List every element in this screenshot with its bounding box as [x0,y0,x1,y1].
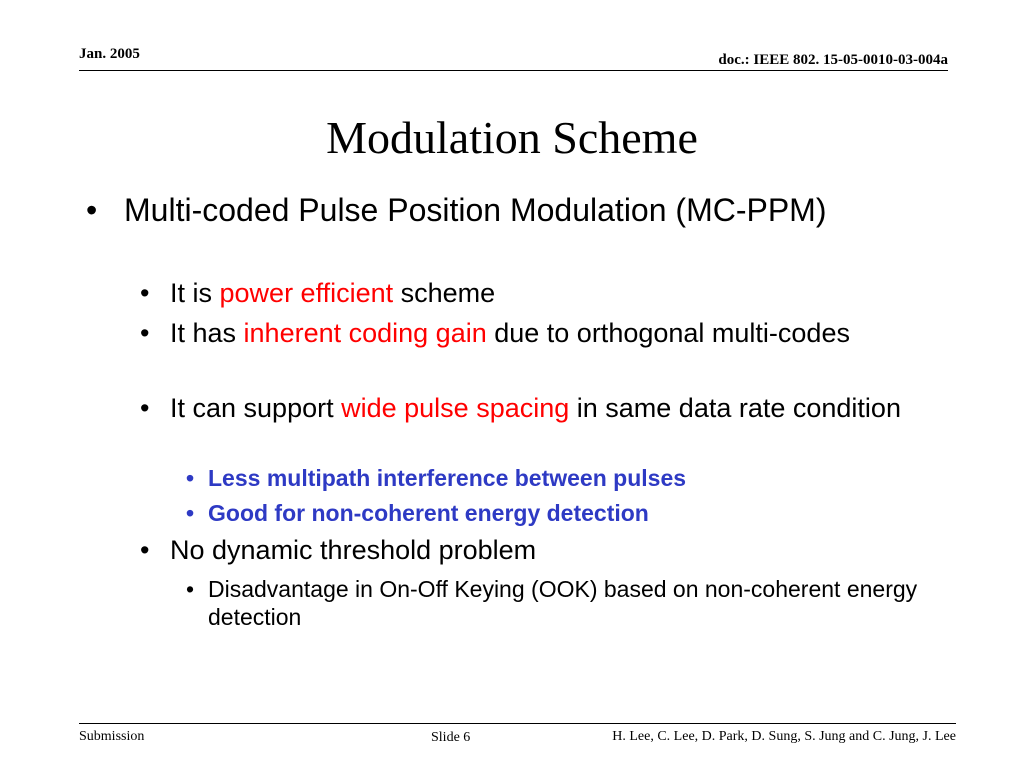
bullet-level3-multipath [186,464,996,492]
bullet-level3-non-coherent [186,499,996,527]
bullet-level1-mc-ppm [86,193,916,228]
bullet-text-pre: It can support [170,393,342,423]
bullet-text-pre: It is [170,278,220,308]
bullet-dot-icon: • [186,576,195,602]
header-date: Jan. 2005 [79,46,140,62]
highlight-red: inherent coding gain [243,318,487,348]
bullet-level2-threshold [140,535,960,566]
bullet-level2-power-efficient [140,278,960,309]
bullet-dot-icon: • [140,393,150,423]
bullet-level3-ook [186,575,996,631]
bullet-text [170,278,960,309]
footer-slide-number: Slide 6 [431,730,471,745]
bullet-text: Disadvantage in On-Off Keying (OOK) based on non-coherent energy detection [208,576,918,630]
highlight-red: power efficient [219,278,394,308]
bullet-text: Good for non-coherent energy detection [208,500,649,526]
highlight-red: wide pulse spacing [341,393,570,423]
bullet-text: Less multipath interference between pulses [208,465,687,491]
bullet-dot-icon: • [140,535,150,565]
footer-divider [79,723,956,724]
bullet-dot-icon: • [86,192,98,228]
bullet-text-post: scheme [393,278,496,308]
footer-authors: H. Lee, C. Lee, D. Park, D. Sung, S. Jung and C. Jung, J. Lee [612,729,956,744]
bullet-text-pre: It has [170,318,244,348]
bullet-dot-icon: • [140,278,150,308]
bullet-dot-icon: • [186,500,195,526]
bullet-level2-coding-gain [140,318,960,349]
bullet-text [170,393,960,424]
bullet-text: Multi-coded Pulse Position Modulation (MC-PPM) [124,192,827,228]
slide-title: Modulation Scheme [326,112,698,163]
bullet-dot-icon: • [140,318,150,348]
bullet-dot-icon: • [186,465,195,491]
bullet-text-post: due to orthogonal multi-codes [486,318,850,348]
header-doc-id: doc.: IEEE 802. 15-05-0010-03-004a [718,52,948,68]
header-divider [79,70,948,71]
bullet-text-post: in same data rate condition [569,393,901,423]
footer-submission: Submission [79,729,145,744]
bullet-level2-pulse-spacing [140,393,960,424]
bullet-text: No dynamic threshold problem [170,535,537,565]
bullet-text [170,318,960,349]
